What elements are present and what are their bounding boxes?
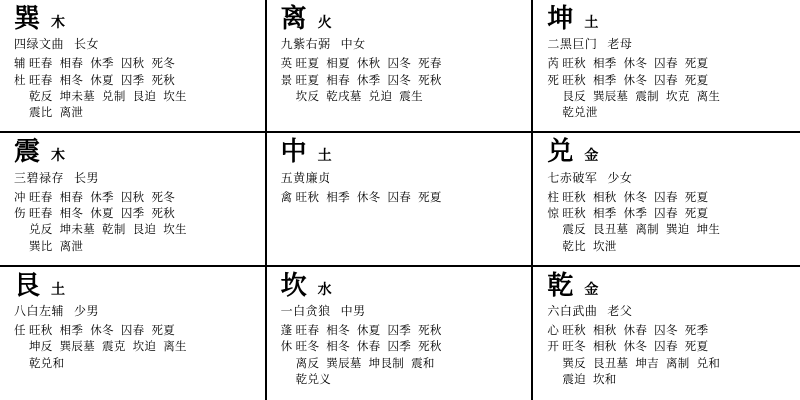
- season-state: 死春: [418, 56, 442, 71]
- relation-term: 兑迫: [368, 88, 393, 103]
- star-name: 一白贪狼: [280, 303, 331, 318]
- relation-term: 坤吉: [635, 355, 659, 370]
- relation-term: 震迫: [562, 371, 586, 386]
- star-row: [547, 189, 790, 205]
- relation-term: 巽辰墓: [59, 339, 96, 354]
- star-row: [281, 322, 522, 338]
- season-state: 旺春: [29, 205, 53, 220]
- row-lead-label: 伤: [14, 205, 26, 220]
- relation-term: 艮丑墓: [592, 355, 629, 370]
- season-state: 旺秋: [562, 56, 586, 71]
- cell-header: [547, 270, 790, 301]
- relation-term: 离生: [163, 339, 187, 354]
- season-state: 旺冬: [562, 339, 586, 354]
- relation-row: [281, 355, 522, 371]
- cell-rows: [547, 55, 790, 120]
- season-state: 囚冬: [387, 72, 412, 87]
- relation-term: 巽反: [562, 355, 586, 370]
- relation-term: 乾兑和: [29, 355, 65, 370]
- trigram-name: 坤: [547, 4, 575, 34]
- season-state: 囚季: [120, 205, 145, 220]
- season-state: 死夏: [151, 322, 176, 337]
- season-state: 囚春: [654, 189, 678, 204]
- season-state: 休季: [90, 189, 114, 204]
- cell-rows: [281, 55, 522, 104]
- season-state: 相春: [59, 56, 84, 71]
- cell-header: [14, 6, 255, 33]
- season-state: 囚季: [387, 339, 412, 354]
- row-lead-label: 死: [547, 72, 560, 87]
- season-state: 囚春: [654, 339, 678, 354]
- relation-row: [547, 355, 790, 371]
- row-lead-label: 柱: [547, 189, 560, 204]
- star-row: [14, 322, 255, 338]
- season-state: 休季: [90, 56, 114, 71]
- season-state: 死夏: [684, 56, 709, 71]
- trigram-name: 震: [14, 137, 42, 168]
- relation-term: 离泄: [59, 105, 84, 120]
- relation-row: [547, 238, 790, 254]
- relation-row: [14, 238, 255, 254]
- cell-subtitle: [14, 35, 255, 53]
- relation-row: [547, 371, 790, 387]
- relation-term: 震克: [102, 339, 126, 354]
- star-row: [547, 338, 790, 354]
- season-state: 死夏: [684, 72, 709, 87]
- relation-term: 坤生: [696, 222, 721, 237]
- cell-subtitle: [14, 302, 255, 320]
- season-state: 死夏: [684, 205, 709, 220]
- season-state: 囚春: [387, 189, 412, 204]
- season-state: 休季: [356, 72, 381, 87]
- star-row: [281, 189, 522, 205]
- row-lead-label: 蓬: [280, 322, 293, 337]
- relation-term: 兑制: [102, 88, 126, 103]
- season-state: 休夏: [90, 205, 114, 220]
- relation-term: 离泄: [59, 238, 84, 253]
- cell-header: [280, 270, 522, 301]
- relation-term: 巽辰墓: [592, 88, 629, 103]
- row-lead-label: 惊: [547, 205, 560, 220]
- cell-rows: [14, 55, 255, 120]
- bagua-cell: [267, 133, 534, 266]
- cell-header: [281, 6, 522, 33]
- family-role: 中男: [340, 303, 366, 318]
- season-state: 相夏: [326, 56, 350, 71]
- relation-term: 震比: [29, 105, 53, 120]
- season-state: 囚秋: [120, 56, 145, 71]
- relation-term: 坎迫: [132, 339, 157, 354]
- row-lead-label: 冲: [14, 189, 26, 204]
- season-state: 囚春: [654, 205, 678, 220]
- star-row: [547, 55, 790, 71]
- relation-term: 坎反: [295, 88, 320, 103]
- season-state: 囚季: [120, 72, 145, 87]
- bagua-cell: [267, 0, 534, 133]
- family-role: 老母: [607, 37, 633, 52]
- relation-term: 坤未墓: [59, 222, 96, 237]
- row-lead-label: 禽: [280, 189, 293, 204]
- cell-rows: [14, 322, 255, 371]
- relation-term: 坤反: [29, 339, 53, 354]
- star-row: [14, 205, 255, 221]
- relation-row: [547, 221, 790, 237]
- five-element-label: 土: [317, 148, 332, 165]
- season-state: 囚冬: [654, 322, 678, 337]
- trigram-name: 艮: [14, 270, 42, 301]
- season-state: 休冬: [623, 72, 648, 87]
- bagua-cell: [267, 267, 534, 400]
- star-name: 六白武曲: [547, 303, 598, 318]
- relation-row: [14, 221, 255, 237]
- cell-subtitle: [14, 169, 255, 187]
- bagua-cell: [533, 0, 800, 133]
- relation-term: 乾兑义: [295, 371, 332, 386]
- relation-row: [281, 371, 522, 387]
- season-state: 旺春: [29, 189, 53, 204]
- cell-rows: [14, 189, 255, 254]
- bagua-cell: [533, 133, 800, 266]
- five-element-label: 土: [51, 281, 66, 298]
- row-lead-label: 开: [547, 339, 560, 354]
- season-state: 死秋: [151, 72, 176, 87]
- relation-term: 坎和: [592, 371, 617, 386]
- season-state: 相春: [59, 189, 84, 204]
- five-element-label: 木: [51, 15, 66, 31]
- season-state: 旺秋: [295, 189, 320, 204]
- relation-term: 乾戌墓: [326, 88, 362, 103]
- season-state: 旺春: [29, 72, 53, 87]
- relation-term: 坎生: [163, 88, 187, 103]
- row-lead-label: 辅: [14, 56, 26, 71]
- relation-term: 离反: [295, 355, 320, 370]
- season-state: 死冬: [151, 56, 176, 71]
- season-state: 休冬: [623, 189, 648, 204]
- season-state: 休冬: [356, 189, 381, 204]
- season-state: 相季: [592, 72, 617, 87]
- star-name: 五黄廉贞: [280, 170, 331, 185]
- relation-term: 乾比: [562, 238, 586, 253]
- family-role: 少男: [74, 303, 100, 318]
- star-row: [547, 72, 790, 88]
- star-row: [281, 72, 522, 88]
- season-state: 相冬: [59, 72, 84, 87]
- season-state: 死冬: [151, 189, 176, 204]
- season-state: 休夏: [90, 72, 114, 87]
- star-name: 七赤破军: [547, 170, 598, 185]
- row-lead-label: 芮: [547, 56, 560, 71]
- star-row: [14, 189, 255, 205]
- relation-row: [14, 104, 255, 120]
- trigram-name: 中: [280, 137, 308, 168]
- season-state: 死秋: [151, 205, 176, 220]
- season-state: 休季: [623, 205, 648, 220]
- relation-term: 乾兑泄: [562, 105, 598, 120]
- cell-rows: [547, 189, 790, 254]
- five-element-label: 金: [584, 148, 599, 165]
- cell-header: [547, 6, 790, 33]
- season-state: 旺秋: [562, 205, 586, 220]
- star-row: [281, 55, 522, 71]
- five-element-label: 木: [51, 148, 66, 165]
- cell-subtitle: [281, 169, 522, 187]
- relation-term: 艮迫: [132, 222, 157, 237]
- five-element-label: 水: [317, 281, 332, 298]
- cell-subtitle: [281, 302, 522, 320]
- season-state: 死秋: [418, 322, 442, 337]
- season-state: 相季: [326, 189, 350, 204]
- cell-rows: [547, 322, 790, 387]
- row-lead-label: 任: [14, 322, 26, 337]
- bagua-cell: [0, 133, 267, 266]
- season-state: 旺夏: [295, 56, 320, 71]
- relation-term: 震生: [399, 88, 423, 103]
- season-state: 旺春: [29, 56, 53, 71]
- relation-term: 坎生: [163, 222, 187, 237]
- relation-row: [14, 88, 255, 104]
- season-state: 囚春: [654, 72, 678, 87]
- relation-row: [14, 338, 255, 354]
- season-state: 相秋: [592, 322, 617, 337]
- row-lead-label: 景: [280, 72, 293, 87]
- season-state: 休秋: [356, 56, 381, 71]
- relation-term: 艮反: [562, 88, 586, 103]
- relation-term: 乾反: [29, 88, 53, 103]
- relation-row: [14, 355, 255, 371]
- row-lead-label: 休: [280, 339, 293, 354]
- season-state: 死夏: [684, 189, 709, 204]
- relation-term: 震和: [411, 355, 435, 370]
- relation-term: 巽迫: [665, 222, 690, 237]
- season-state: 死秋: [418, 339, 442, 354]
- relation-term: 坤艮制: [368, 355, 405, 370]
- five-element-label: 金: [584, 281, 599, 298]
- bagua-cell: [0, 267, 267, 400]
- star-name: 三碧禄存: [14, 170, 65, 185]
- relation-term: 巽比: [29, 238, 53, 253]
- season-state: 相季: [59, 322, 84, 337]
- cell-subtitle: [547, 169, 790, 187]
- cell-subtitle: [547, 35, 790, 53]
- relation-term: 离制: [635, 222, 659, 237]
- cell-rows: [281, 189, 522, 205]
- cell-subtitle: [281, 35, 522, 53]
- relation-term: 震反: [562, 222, 586, 237]
- season-state: 囚秋: [120, 189, 145, 204]
- season-state: 休冬: [623, 339, 648, 354]
- trigram-name: 巽: [14, 4, 42, 34]
- family-role: 老父: [607, 303, 633, 318]
- relation-term: 坤未墓: [59, 88, 96, 103]
- star-name: 九紫右弼: [280, 37, 331, 52]
- season-state: 相季: [592, 56, 617, 71]
- row-lead-label: 英: [280, 56, 293, 71]
- season-state: 死秋: [418, 72, 442, 87]
- bagua-cell: [533, 267, 800, 400]
- relation-term: 兑和: [696, 355, 721, 370]
- season-state: 死夏: [684, 339, 709, 354]
- relation-term: 离生: [696, 88, 721, 103]
- star-row: [281, 338, 522, 354]
- relation-term: 震制: [635, 88, 659, 103]
- season-state: 旺冬: [295, 339, 320, 354]
- family-role: 中女: [340, 37, 366, 52]
- star-name: 四绿文曲: [14, 37, 65, 52]
- trigram-name: 兑: [547, 137, 575, 168]
- season-state: 相秋: [592, 189, 617, 204]
- relation-row: [547, 104, 790, 120]
- season-state: 死夏: [418, 189, 442, 204]
- season-state: 旺夏: [295, 72, 320, 87]
- season-state: 旺秋: [29, 322, 53, 337]
- cell-rows: [281, 322, 522, 387]
- season-state: 相春: [326, 72, 350, 87]
- star-name: 二黑巨门: [547, 37, 598, 52]
- trigram-name: 离: [280, 4, 308, 34]
- season-state: 休冬: [90, 322, 114, 337]
- cell-header: [14, 270, 255, 301]
- relation-term: 坎克: [665, 88, 690, 103]
- cell-subtitle: [547, 302, 790, 320]
- season-state: 休冬: [623, 56, 648, 71]
- season-state: 相秋: [592, 339, 617, 354]
- star-row: [14, 55, 255, 71]
- star-name: 八白左辅: [14, 303, 65, 318]
- bagua-cell: [0, 0, 267, 133]
- relation-term: 艮丑墓: [592, 222, 629, 237]
- season-state: 休春: [356, 339, 381, 354]
- five-element-label: 土: [584, 15, 599, 31]
- relation-term: 兑反: [29, 222, 53, 237]
- season-state: 旺春: [295, 322, 320, 337]
- relation-term: 巽辰墓: [326, 355, 362, 370]
- relation-term: 乾制: [102, 222, 126, 237]
- season-state: 囚冬: [387, 56, 412, 71]
- season-state: 囚春: [654, 56, 678, 71]
- season-state: 旺秋: [562, 72, 586, 87]
- season-state: 相冬: [59, 205, 84, 220]
- family-role: 长女: [74, 37, 100, 52]
- season-state: 囚季: [387, 322, 412, 337]
- season-state: 囚春: [120, 322, 145, 337]
- trigram-name: 乾: [547, 270, 575, 301]
- star-row: [14, 72, 255, 88]
- row-lead-label: 心: [547, 322, 560, 337]
- family-role: 少女: [607, 170, 633, 185]
- relation-term: 坎泄: [592, 238, 617, 253]
- star-row: [547, 322, 790, 338]
- season-state: 相季: [592, 205, 617, 220]
- season-state: 死季: [684, 322, 709, 337]
- five-element-label: 火: [317, 15, 332, 31]
- cell-header: [14, 139, 255, 166]
- season-state: 相冬: [326, 339, 350, 354]
- cell-header: [547, 139, 790, 166]
- family-role: 长男: [74, 170, 100, 185]
- season-state: 旺秋: [562, 189, 586, 204]
- relation-row: [547, 88, 790, 104]
- cell-header: [281, 139, 522, 166]
- season-state: 相冬: [326, 322, 350, 337]
- relation-term: 离制: [665, 355, 690, 370]
- relation-term: 艮迫: [132, 88, 157, 103]
- season-state: 旺秋: [562, 322, 586, 337]
- season-state: 休夏: [356, 322, 381, 337]
- trigram-name: 坎: [280, 270, 308, 301]
- relation-row: [281, 88, 522, 104]
- season-state: 休春: [623, 322, 648, 337]
- row-lead-label: 杜: [14, 72, 26, 87]
- star-row: [547, 205, 790, 221]
